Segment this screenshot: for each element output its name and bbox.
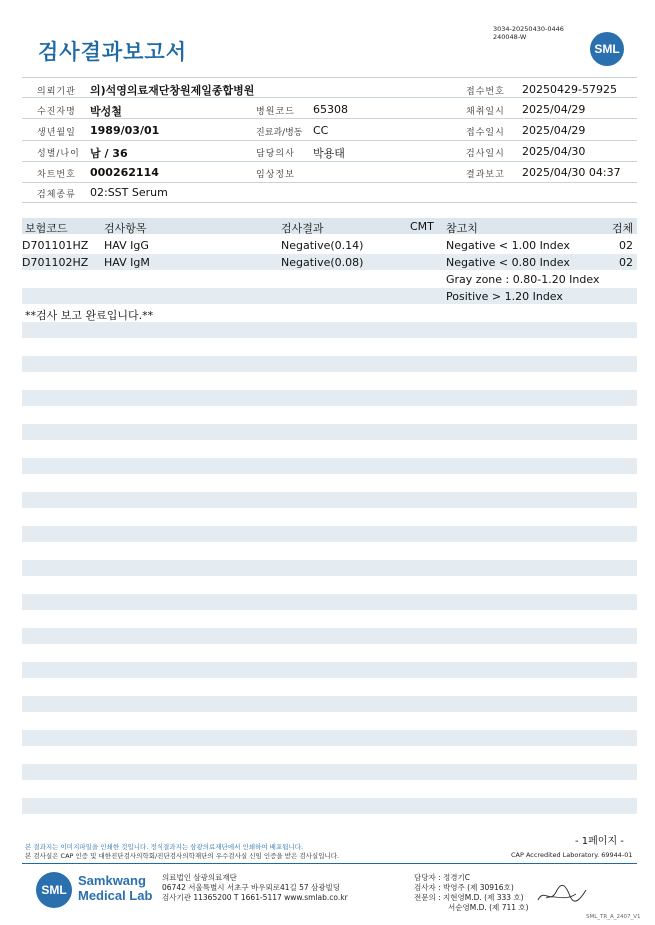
reference-gray-zone: Gray zone : 0.80-1.20 Index xyxy=(446,273,600,286)
label-requesting-org: 의뢰기관 xyxy=(37,87,76,97)
label-specimen-type: 검체종류 xyxy=(37,190,76,200)
table-stripe xyxy=(22,492,637,508)
label-chart-number: 차트번호 xyxy=(37,170,76,180)
staff-value: 박영주 (제 30916호) xyxy=(443,883,514,892)
footer-divider xyxy=(22,863,637,864)
table-stripe xyxy=(22,560,637,576)
value-birth-date: 1989/03/01 xyxy=(90,124,160,137)
row-2-reference: Negative < 0.80 Index xyxy=(446,256,570,269)
table-stripe xyxy=(22,696,637,712)
info-divider xyxy=(22,118,637,119)
staff-label: 검사자 : xyxy=(414,883,441,892)
value-patient-name: 박성철 xyxy=(90,105,122,118)
label-receipt-date: 접수일시 xyxy=(466,128,505,138)
info-divider xyxy=(22,97,637,98)
table-stripe xyxy=(22,390,637,406)
value-test-date: 2025/04/30 xyxy=(522,145,586,158)
header-test-result: 검사결과 xyxy=(281,222,324,235)
table-stripe xyxy=(22,424,637,440)
label-report-date: 결과보고 xyxy=(466,170,505,180)
staff-label: 전문의 : xyxy=(414,893,441,902)
footer-note-cap: 본 검사실은 CAP 인증 및 대한진단검사의학회/진단검사의학재단의 우수검사실 신임 인증을 받은 검사실입니다. xyxy=(25,852,340,860)
staff-value: 정경기C xyxy=(443,873,471,882)
label-sex-age: 성별/나이 xyxy=(37,149,80,159)
page-number: - 1페이지 - xyxy=(575,836,624,847)
label-clinical-info: 임상정보 xyxy=(256,170,295,180)
signature-icon xyxy=(536,882,588,906)
value-sex-age: 남 / 36 xyxy=(90,147,128,160)
row-1-specimen: 02 xyxy=(619,239,633,252)
table-stripe xyxy=(22,764,637,780)
document-id-line-1: 3034-20250430-0446 xyxy=(493,25,564,33)
label-birth-date: 생년월일 xyxy=(37,128,76,138)
value-collection-date: 2025/04/29 xyxy=(522,103,586,116)
sml-logo-icon: SML xyxy=(590,32,624,66)
table-stripe xyxy=(22,526,637,542)
value-receipt-date: 2025/04/29 xyxy=(522,124,586,137)
page-title: 검사결과보고서 xyxy=(38,40,188,64)
value-report-date: 2025/04/30 04:37 xyxy=(522,166,621,179)
org-info xyxy=(162,873,348,903)
staff-info xyxy=(414,873,529,913)
value-doctor: 박용태 xyxy=(313,147,345,160)
cap-accreditation: CAP Accredited Laboratory. 69944-01 xyxy=(511,851,633,859)
value-receipt-number: 20250429-57925 xyxy=(522,83,617,96)
value-department: CC xyxy=(313,124,329,137)
table-stripe xyxy=(22,356,637,372)
value-hospital-code: 65308 xyxy=(313,103,348,116)
brand-line-1: Samkwang xyxy=(78,873,146,888)
org-address: 06742 서울특별시 서초구 바우뫼로41길 57 삼광빌딩 xyxy=(162,883,341,892)
brand-name xyxy=(78,873,152,903)
table-stripe xyxy=(22,322,637,338)
value-requesting-org: 의)석영의료재단창원제일종합병원 xyxy=(90,84,255,97)
footer-note-print: 본 결과지는 이미지파일을 인쇄한 것입니다. 정식결과지는 삼광의료재단에서 인쇄하여 배포됩니다. xyxy=(25,843,304,851)
table-stripe xyxy=(22,458,637,474)
document-id xyxy=(493,25,564,41)
brand-line-2: Medical Lab xyxy=(78,888,153,903)
row-1-result: Negative(0.14) xyxy=(281,239,364,252)
row-1-code: D701101HZ xyxy=(22,239,89,252)
row-2-code: D701102HZ xyxy=(22,256,89,269)
header-specimen: 검체 xyxy=(612,222,634,235)
row-2-item: HAV IgM xyxy=(104,256,150,269)
row-1-reference: Negative < 1.00 Index xyxy=(446,239,570,252)
staff-value: 지현영M.D. (제 333 호) xyxy=(443,893,524,902)
staff-value: 서순영M.D. (제 711 호) xyxy=(448,903,529,912)
info-top-divider xyxy=(22,77,637,78)
header-cmt: CMT xyxy=(410,220,434,233)
reference-positive: Positive > 1.20 Index xyxy=(446,290,563,303)
row-2-result: Negative(0.08) xyxy=(281,256,364,269)
staff-label: 담당자 : xyxy=(414,873,441,882)
table-stripe xyxy=(22,594,637,610)
label-doctor: 담당의사 xyxy=(256,149,295,159)
table-stripe xyxy=(22,730,637,746)
label-department: 진료과/병동 xyxy=(256,128,303,138)
table-stripe xyxy=(22,628,637,644)
header-insurance-code: 보험코드 xyxy=(25,222,68,235)
label-hospital-code: 병원코드 xyxy=(256,107,295,117)
completion-message: **검사 보고 완료입니다.** xyxy=(25,309,154,322)
org-name: 의료법인 삼광의료재단 xyxy=(162,873,237,882)
info-divider xyxy=(22,182,637,183)
row-1-item: HAV IgG xyxy=(104,239,149,252)
form-code: SML_TR_A_2407_V1 xyxy=(586,914,641,920)
info-divider xyxy=(22,161,637,162)
label-receipt-number: 접수번호 xyxy=(466,87,505,97)
label-test-date: 검사일시 xyxy=(466,149,505,159)
label-patient-name: 수진자명 xyxy=(37,107,76,117)
header-reference: 참고치 xyxy=(446,222,478,235)
value-chart-number: 000262114 xyxy=(90,166,159,179)
info-bottom-divider xyxy=(22,202,637,203)
document-id-line-2: 240048-W xyxy=(493,33,527,41)
info-divider xyxy=(22,140,637,141)
value-specimen-type: 02:SST Serum xyxy=(90,186,168,199)
label-collection-date: 채취일시 xyxy=(466,107,505,117)
sml-logo-bottom-icon: SML xyxy=(36,872,72,908)
org-contact: 검사기관 11365200 T 1661-5117 www.smlab.co.kr xyxy=(162,893,348,902)
table-stripe xyxy=(22,798,637,814)
row-2-specimen: 02 xyxy=(619,256,633,269)
header-test-item: 검사항목 xyxy=(104,222,147,235)
table-stripe xyxy=(22,662,637,678)
